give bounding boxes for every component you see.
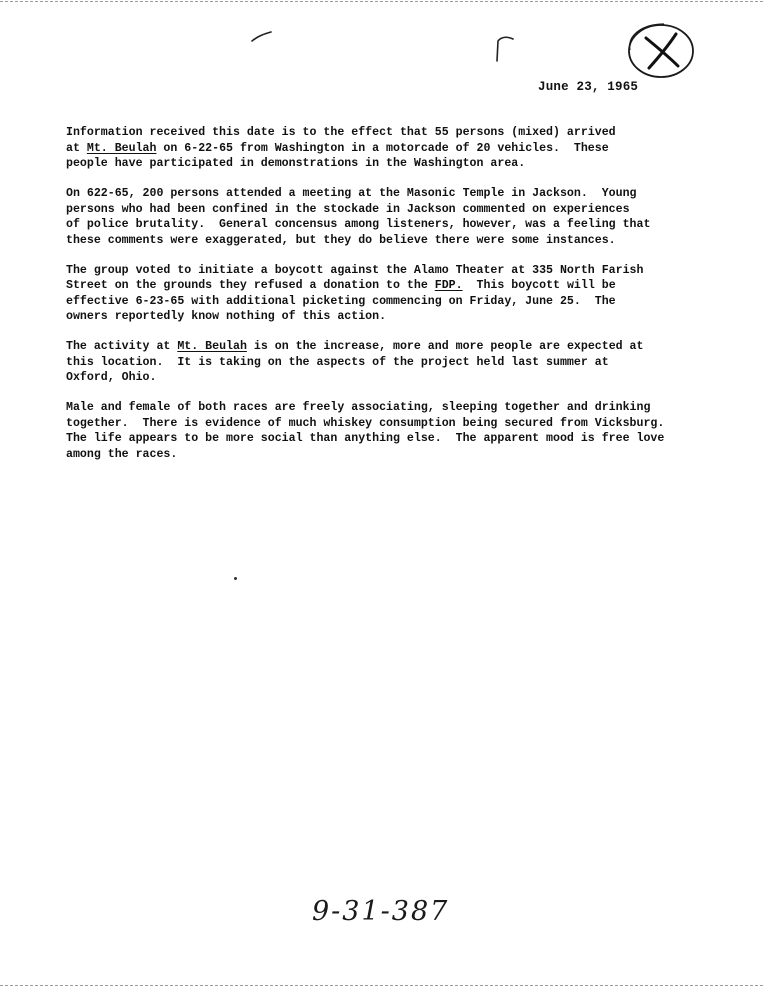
text-line [66, 217, 726, 233]
text-line [66, 416, 726, 432]
text-segment: The group voted to initiate a boycott against the Alamo Theater at 335 North Farish [66, 263, 644, 277]
memo-paragraph [66, 339, 726, 386]
text-line [66, 355, 726, 371]
text-segment: on 6-22-65 from Washington in a motorcade of 20 vehicles. These [156, 141, 609, 155]
text-segment: The life appears to be more social than anything else. The apparent mood is free love [66, 432, 665, 445]
pen-stroke-mark [250, 30, 274, 44]
text-line [66, 309, 726, 325]
text-segment: among the races. [66, 447, 178, 461]
text-segment: persons who had been confined in the stockade in Jackson commented on experiences [66, 202, 630, 216]
text-line [66, 233, 726, 249]
memo-paragraph [66, 400, 726, 462]
text-segment: together. There is evidence of much whiskey consumption being secured from Vicksburg. [66, 416, 665, 430]
text-segment: The activity at [66, 340, 178, 353]
text-segment: Male and female of both races are freely associating, sleeping together and drinking [66, 401, 651, 414]
text-segment: This boycott will be [462, 279, 616, 292]
handwritten-r-mark [492, 34, 518, 64]
text-line [66, 400, 726, 416]
text-segment: On 622-65, 200 persons attended a meeting at the Masonic Temple in Jackson. Young [66, 187, 637, 200]
memo-body [66, 125, 726, 477]
text-segment: these comments were exaggerated, but they do believe there were some instances. [66, 233, 616, 247]
underlined-reference: FDP. [434, 279, 463, 292]
text-line [66, 125, 726, 141]
text-line [66, 447, 726, 463]
document-date: June 23, 1965 [538, 80, 639, 94]
text-line [66, 431, 726, 447]
text-segment: this location. It is taking on the aspects of the project held last summer at [66, 355, 609, 369]
top-scan-edge [0, 1, 763, 2]
memo-paragraph [66, 186, 726, 248]
text-segment: owners reportedly know nothing of this action. [66, 310, 387, 323]
underlined-reference: Mt. Beulah [86, 141, 157, 155]
text-line [66, 339, 726, 355]
bottom-scan-edge [0, 985, 763, 986]
circled-x-stamp [624, 20, 698, 82]
text-segment: effective 6-23-65 with additional picketing commencing on Friday, June 25. The [66, 294, 616, 308]
text-segment: at [66, 141, 87, 155]
text-segment: people have participated in demonstrations in the Washington area. [66, 157, 526, 170]
text-line [66, 263, 726, 279]
text-line [66, 186, 726, 202]
text-line [66, 156, 726, 172]
file-number: 9-31-387 [312, 896, 450, 927]
memo-paragraph [66, 125, 726, 172]
stray-dot-mark [234, 577, 237, 580]
text-segment: is on the increase, more and more people are expected at [246, 340, 644, 353]
text-segment: of police brutality. General concensus among listeners, however, was a feeling that [66, 218, 651, 231]
text-line [66, 202, 726, 218]
text-line [66, 370, 726, 386]
memo-paragraph [66, 263, 726, 325]
text-segment: Information received this date is to the effect that 55 persons (mixed) arrived [66, 126, 616, 139]
text-segment: Street on the grounds they refused a donation to the [66, 279, 435, 292]
text-segment: Oxford, Ohio. [66, 371, 157, 384]
text-line [66, 141, 726, 157]
underlined-reference: Mt. Beulah [177, 340, 247, 353]
text-line [66, 294, 726, 310]
text-line [66, 278, 726, 294]
